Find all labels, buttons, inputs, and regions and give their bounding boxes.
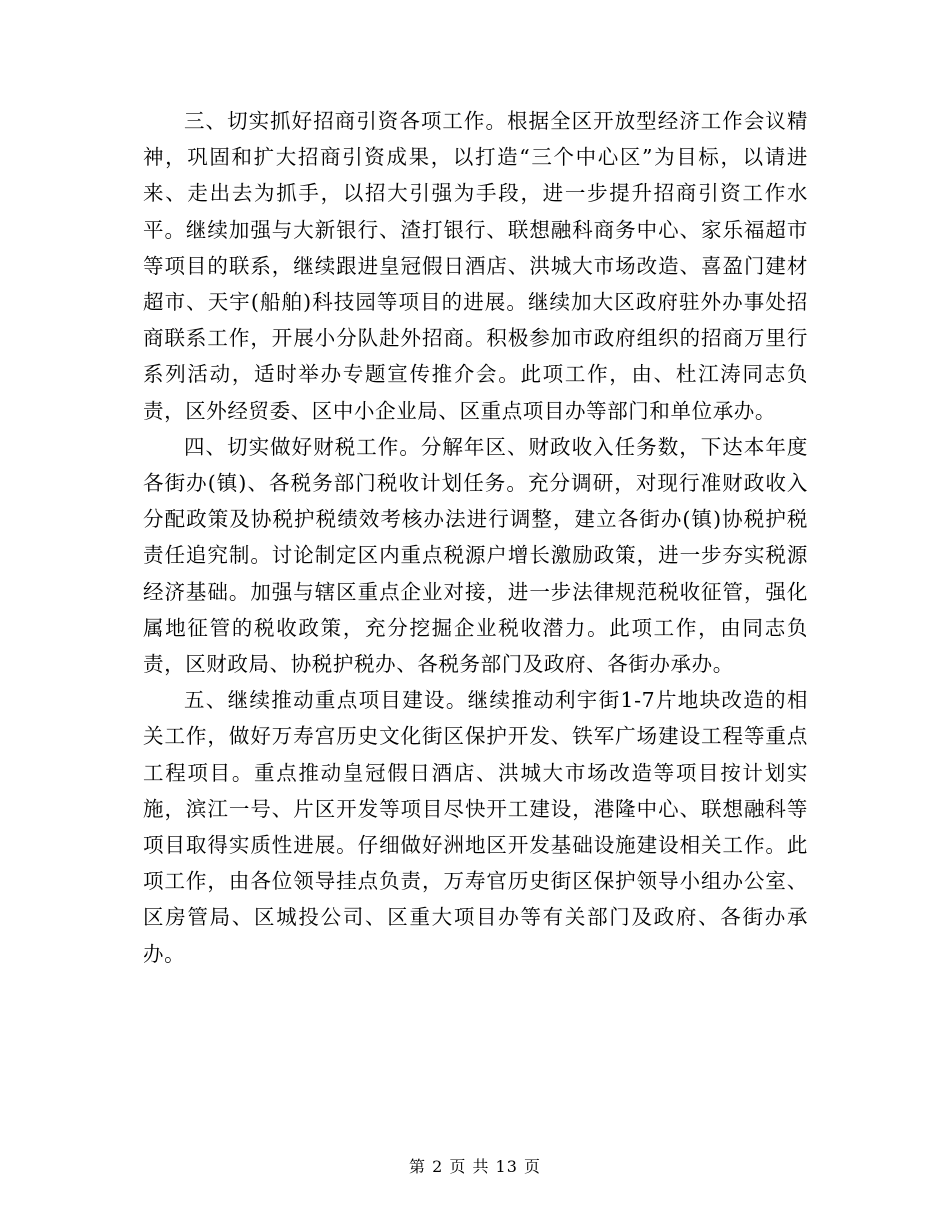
paragraph-key-projects: 五、继续推动重点项目建设。继续推动利宇街1-7片地块改造的相关工作，做好万寿宫历史文化街区保护开发、铁军广场建设工程等重点工程项目。重点推动皇冠假日酒店、洪城大市场改造等项目按计划实施，滨江一号、片区开发等项目尽快开工建设，港隆中心、联想融科等项目取得实质性进展。仔细做好洲地区开发基础设施建设相关工作。此项工作，由各位领导挂点负责，万寿官历史街区保护领导小组办公室、区房管局、区城投公司、区重大项目办等有关部门及政府、各街办承办。 [143,688,808,966]
document-body [143,103,808,972]
paragraph-investment: 三、切实抓好招商引资各项工作。根据全区开放型经济工作会议精神，巩固和扩大招商引资成果，以打造“三个中心区”为目标，以请进来、走出去为抓手，以招大引强为手段，进一步提升招商引资工作水平。继续加强与大新银行、渣打银行、联想融科商务中心、家乐福超市等项目的联系，继续跟进皇冠假日酒店、洪城大市场改造、喜盈门建材超市、天宇(船舶)科技园等项目的进展。继续加大区政府驻外办事处招商联系工作，开展小分队赴外招商。积极参加市政府组织的招商万里行系列活动，适时举办专题宣传推介会。此项工作，由、杜江涛同志负责，区外经贸委、区中小企业局、区重点项目办等部门和单位承办。 [143,109,808,423]
page-number-footer: 第 2 页 共 13 页 [409,1157,541,1176]
paragraph-finance-tax: 四、切实做好财税工作。分解年区、财政收入任务数，下达本年度各街办(镇)、各税务部门税收计划任务。充分调研，对现行准财政收入分配政策及协税护税绩效考核办法进行调整，建立各街办(镇)协税护税责任追究制。讨论制定区内重点税源户增长激励政策，进一步夯实税源经济基础。加强与辖区重点企业对接，进一步法律规范税收征管，强化属地征管的税收政策，充分挖掘企业税收潜力。此项工作，由同志负责，区财政局、协税护税办、各税务部门及政府、各街办承办。 [143,434,808,677]
